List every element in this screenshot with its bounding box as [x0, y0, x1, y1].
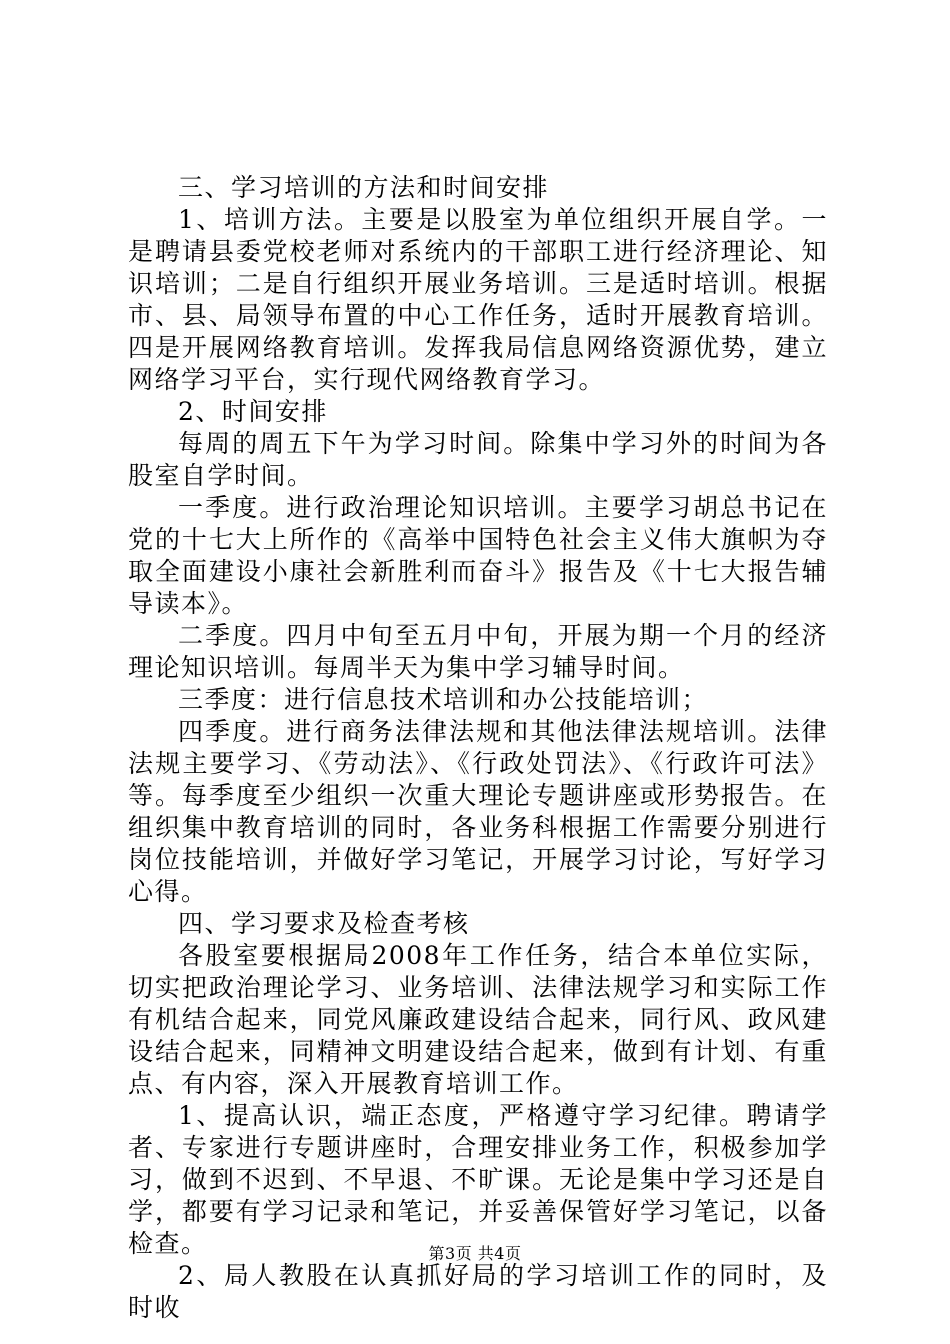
subheading-schedule: 2、时间安排 — [178, 397, 328, 426]
section-heading-methods: 三、学习培训的方法和时间安排 — [178, 173, 550, 202]
paragraph-q4: 四季度。进行商务法律法规和其他法律法规培训。法律法规主要学习、《劳动法》、《行政处罚法》、《行政许可法》等。每季度至少组织一次重大理论专题讲座或形势报告。在组织集中教育培训的同时，各业务科根据工作需要分别进行岗位技能培训，并做好学习笔记，开展学习讨论，写好学习心得。 — [128, 717, 828, 906]
page-footer: 第3页 共4页 — [428, 1244, 522, 1263]
paragraph-requirement-2: 2、局人教股在认真抓好局的学习培训工作的同时，及时收 — [128, 1261, 828, 1322]
paragraph-q2: 二季度。四月中旬至五月中旬，开展为期一个月的经济理论知识培训。每周半天为集中学习辅导时间。 — [128, 621, 828, 682]
paragraph-requirement-1: 1、提高认识，端正态度，严格遵守学习纪律。聘请学者、专家进行专题讲座时，合理安排业务工作，积极参加学习，做到不迟到、不早退、不旷课。无论是集中学习还是自学，都要有学习记录和笔记，并妥善保管好学习笔记，以备检查。 — [128, 1101, 828, 1258]
paragraph-training-methods: 1、培训方法。主要是以股室为单位组织开展自学。一是聘请县委党校老师对系统内的干部职工进行经济理论、知识培训；二是自行组织开展业务培训。三是适时培训。根据市、县、局领导布置的中心工作任务，适时开展教育培训。四是开展网络教育培训。发挥我局信息网络资源优势，建立网络学习平台，实行现代网络教育学习。 — [128, 205, 828, 394]
paragraph-q1: 一季度。进行政治理论知识培训。主要学习胡总书记在党的十七大上所作的《高举中国特色社会主义伟大旗帜为夺取全面建设小康社会新胜利而奋斗》报告及《十七大报告辅导读本》。 — [128, 493, 828, 618]
document-body — [128, 172, 828, 1324]
section-heading-requirements: 四、学习要求及检查考核 — [178, 909, 470, 938]
paragraph-q3: 三季度：进行信息技术培训和办公技能培训； — [178, 685, 709, 714]
paragraph-requirements-intro: 各股室要根据局2008年工作任务，结合本单位实际，切实把政治理论学习、业务培训、法律法规学习和实际工作有机结合起来，同党风廉政建设结合起来，同行风、政风建设结合起来，同精神文明建设结合起来，做到有计划、有重点、有内容，深入开展教育培训工作。 — [128, 941, 828, 1098]
paragraph-weekly-schedule: 每周的周五下午为学习时间。除集中学习外的时间为各股室自学时间。 — [128, 429, 828, 490]
